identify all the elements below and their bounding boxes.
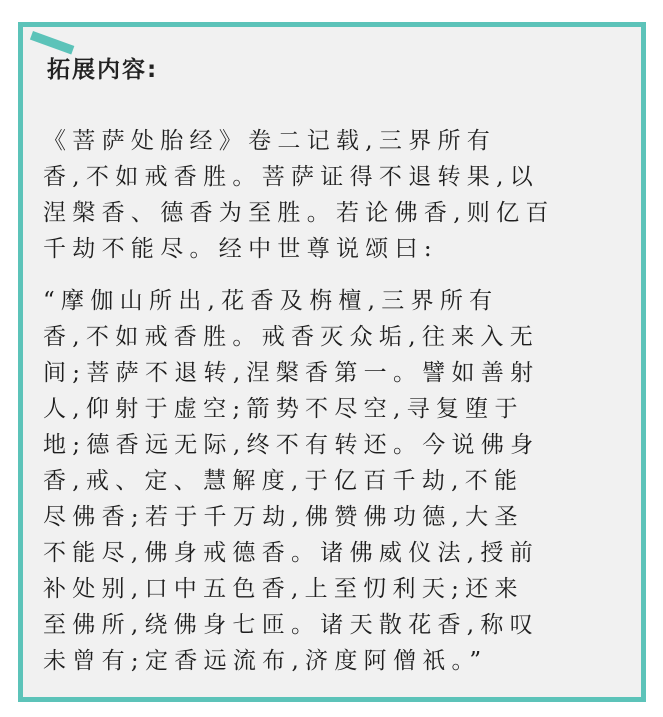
- text-line: 不能尽,佛身戒德香。诸佛威仪法,授前: [43, 540, 540, 566]
- text-line: 地;德香远无际,终不有转还。今说佛身: [43, 432, 540, 458]
- text-line: 未曾有;定香远流布,济度阿僧祇。”: [43, 648, 488, 674]
- text-line: 涅槃香、德香为至胜。若论佛香,则亿百: [43, 200, 555, 226]
- text-line: 千劫不能尽。经中世尊说颂曰:: [43, 236, 438, 262]
- text-line: 香,不如戒香胜。戒香灭众垢,往来入无: [43, 324, 540, 350]
- text-line: 补处别,口中五色香,上至忉利天;还来: [43, 576, 524, 602]
- text-line: 香,戒、定、慧解度,于亿百千劫,不能: [43, 468, 524, 494]
- paragraph-2-verse: [43, 283, 629, 679]
- text-line: 人,仰射于虚空;箭势不尽空,寻复堕于: [43, 396, 524, 422]
- text-line: 间;菩萨不退转,涅槃香第一。譬如善射: [43, 360, 540, 386]
- text-line: 至佛所,绕佛身七匝。诸天散花香,称叹: [43, 612, 540, 638]
- text-line: 香,不如戒香胜。菩萨证得不退转果,以: [43, 164, 540, 190]
- text-line: “摩伽山所出,花香及栴檀,三界所有: [43, 288, 499, 314]
- paragraph-1: [43, 123, 629, 267]
- text-line: 《菩萨处胎经》卷二记载,三界所有: [43, 128, 497, 154]
- content-card: [18, 22, 646, 702]
- section-heading: 拓展内容:: [47, 57, 159, 83]
- text-line: 尽佛香;若于千万劫,佛赞佛功德,大圣: [43, 504, 524, 530]
